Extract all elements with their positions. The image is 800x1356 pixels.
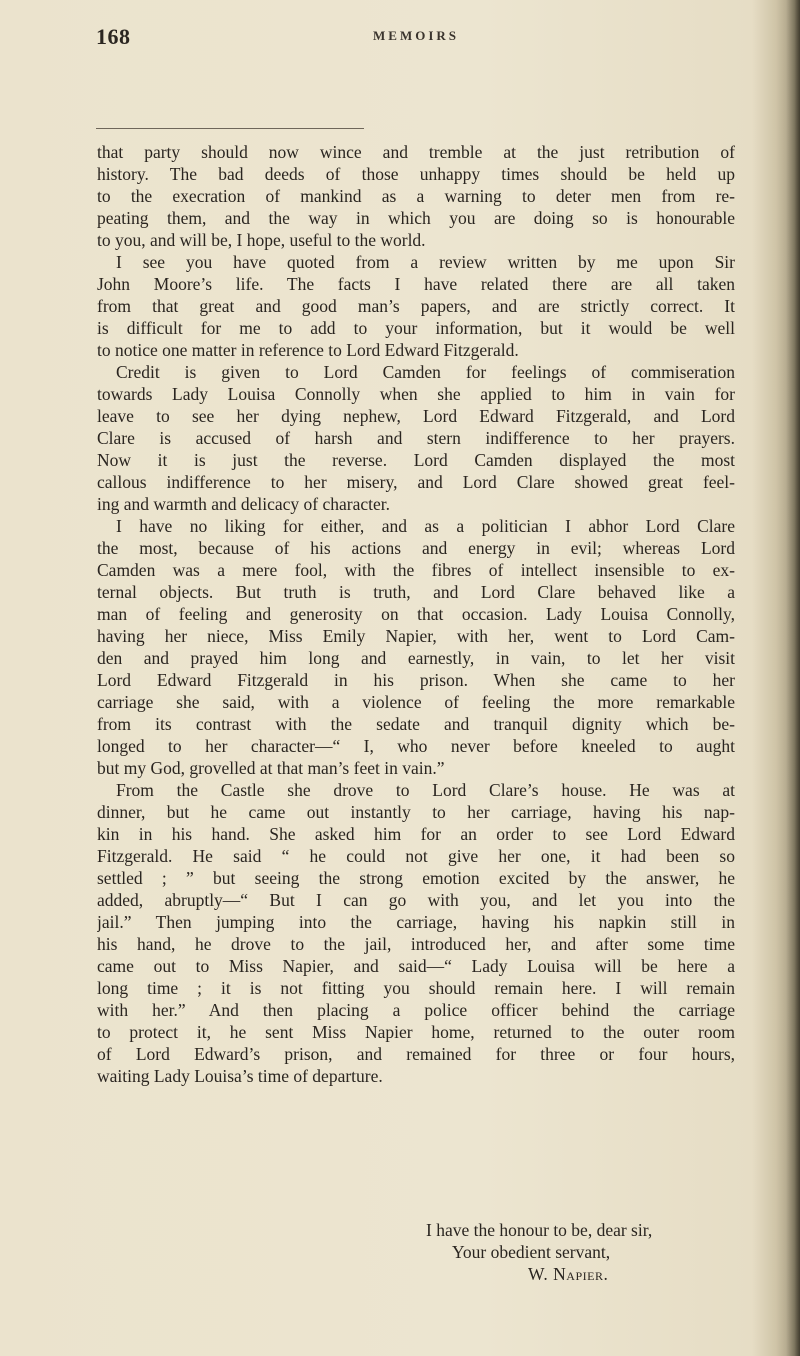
text-line: dinner, but he came out instantly to her carriage, having his nap-: [97, 802, 735, 822]
text-line: to you, and will be, I hope, useful to the world.: [97, 230, 426, 250]
text-line: jail.” Then jumping into the carriage, having his napkin still in: [97, 912, 735, 932]
text-line: added, abruptly—“ But I can go with you, and let you into the: [97, 890, 735, 910]
text-line: ing and warmth and delicacy of character.: [97, 494, 390, 514]
text-line: waiting Lady Louisa’s time of departure.: [97, 1066, 383, 1086]
text-line: from its contrast with the sedate and tranquil dignity which be-: [97, 714, 735, 734]
signature: W. Napier.: [528, 1264, 609, 1284]
text-line: long time ; it is not fitting you should remain here. I will remain: [97, 978, 735, 998]
text-line: history. The bad deeds of those unhappy times should be held up: [97, 164, 735, 184]
closing-honour: I have the honour to be, dear sir,: [426, 1220, 653, 1240]
header-rule: [96, 128, 364, 129]
text-line: man of feeling and generosity on that occasion. Lady Louisa Connolly,: [97, 604, 735, 624]
text-line: Lord Edward Fitzgerald in his prison. When she came to her: [97, 670, 735, 690]
text-line: of Lord Edward’s prison, and remained for three or four hours,: [97, 1044, 735, 1064]
text-line: Now it is just the reverse. Lord Camden displayed the most: [97, 450, 735, 470]
text-line: to protect it, he sent Miss Napier home, returned to the outer room: [97, 1022, 735, 1042]
text-line: peating them, and the way in which you are doing so is honourable: [97, 208, 735, 228]
text-line: Camden was a mere fool, with the fibres of intellect insensible to ex-: [97, 560, 735, 580]
text-line: Credit is given to Lord Camden for feelings of commiseration: [116, 362, 735, 382]
page-edge-shadow: [786, 0, 800, 1356]
text-line: having her niece, Miss Emily Napier, with her, went to Lord Cam-: [97, 626, 735, 646]
text-line: with her.” And then placing a police officer behind the carriage: [97, 1000, 735, 1020]
text-line: carriage she said, with a violence of feeling the more remarkable: [97, 692, 735, 712]
text-line: Fitzgerald. He said “ he could not give her one, it had been so: [97, 846, 735, 866]
text-line: to the execration of mankind as a warning to deter men from re-: [97, 186, 735, 206]
text-line: From the Castle she drove to Lord Clare’s house. He was at: [116, 780, 735, 800]
text-line: that party should now wince and tremble at the just retribution of: [97, 142, 735, 162]
text-line: his hand, he drove to the jail, introduced her, and after some time: [97, 934, 735, 954]
page-number: 168: [96, 24, 131, 49]
text-line: the most, because of his actions and energy in evil; whereas Lord: [97, 538, 735, 558]
text-line: kin in his hand. She asked him for an order to see Lord Edward: [97, 824, 735, 844]
text-line: came out to Miss Napier, and said—“ Lady Louisa will be here a: [97, 956, 735, 976]
text-line: but my God, grovelled at that man’s feet in vain.”: [97, 758, 445, 778]
closing-servant: Your obedient servant,: [452, 1242, 611, 1262]
text-line: from that great and good man’s papers, and are strictly correct. It: [97, 296, 735, 316]
text-line: John Moore’s life. The facts I have related there are all taken: [97, 274, 735, 294]
text-line: is difficult for me to add to your information, but it would be well: [97, 318, 735, 338]
text-line: callous indifference to her misery, and Lord Clare showed great feel-: [97, 472, 735, 492]
text-line: to notice one matter in reference to Lord Edward Fitzgerald.: [97, 340, 519, 360]
running-title: MEMOIRS: [373, 28, 459, 43]
text-line: ternal objects. But truth is truth, and Lord Clare behaved like a: [97, 582, 735, 602]
text-line: Clare is accused of harsh and stern indifference to her prayers.: [97, 428, 735, 448]
text-line: settled ; ” but seeing the strong emotion excited by the answer, he: [97, 868, 735, 888]
text-line: towards Lady Louisa Connolly when she applied to him in vain for: [97, 384, 735, 404]
text-line: I see you have quoted from a review written by me upon Sir: [116, 252, 735, 272]
text-line: I have no liking for either, and as a politician I abhor Lord Clare: [116, 516, 735, 536]
text-line: den and prayed him long and earnestly, in vain, to let her visit: [97, 648, 735, 668]
page-header: [96, 24, 736, 64]
text-line: longed to her character—“ I, who never before kneeled to aught: [97, 736, 735, 756]
text-line: leave to see her dying nephew, Lord Edward Fitzgerald, and Lord: [97, 406, 735, 426]
letter-body: [97, 141, 735, 1087]
